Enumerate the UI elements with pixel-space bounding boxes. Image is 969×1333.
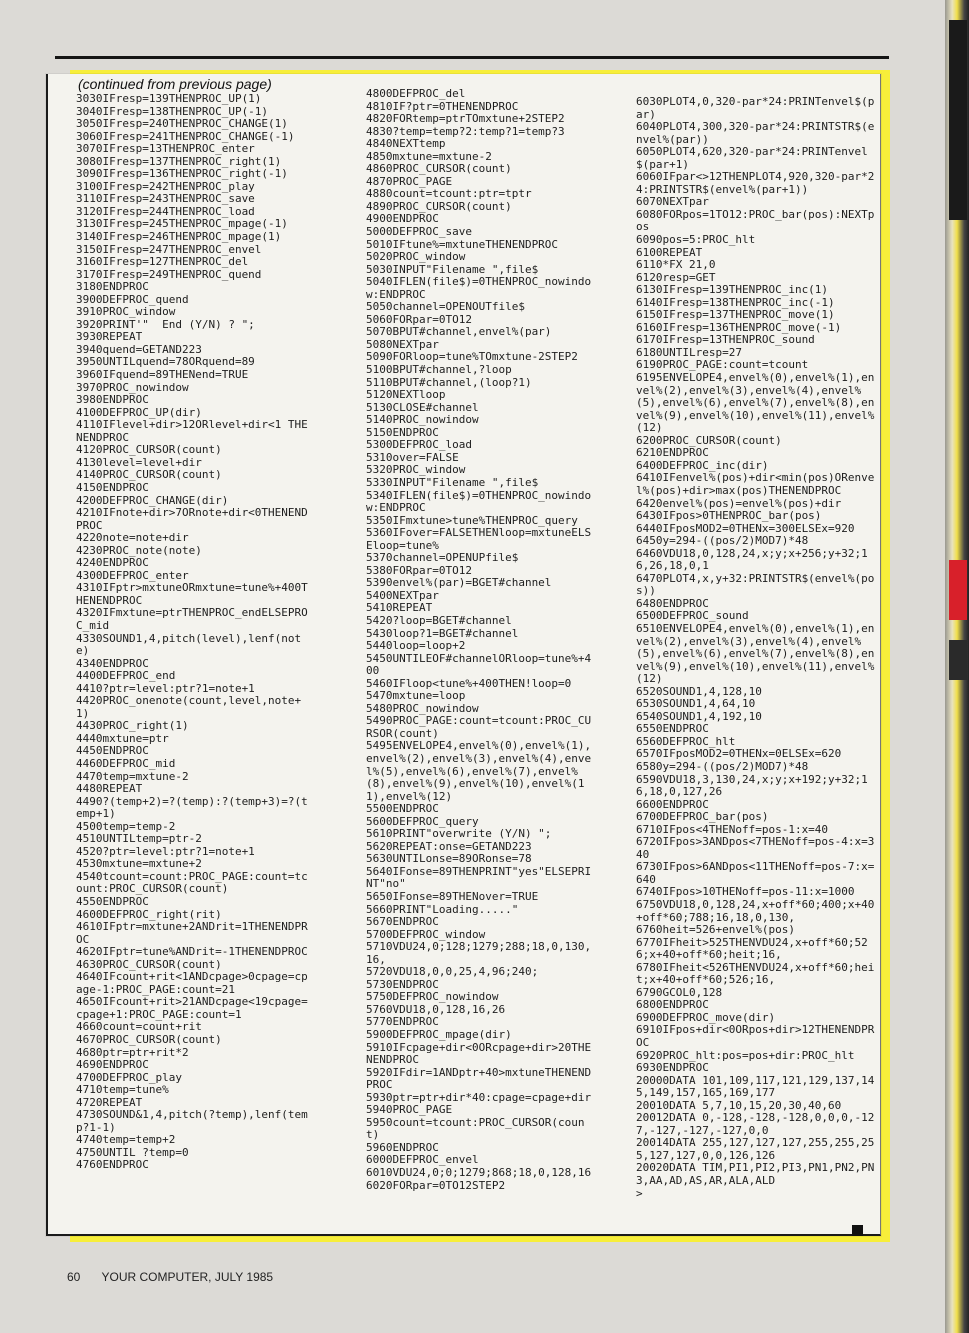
listing-line: 5600DEFPROC_query: [366, 814, 479, 828]
listing-line: 6400DEFPROC_inc(dir): [636, 458, 769, 472]
listing-line: >: [636, 1186, 643, 1200]
listing-line: 4480REPEAT: [76, 782, 143, 796]
listing-line: 5050channel=OPENOUTfile$: [366, 300, 525, 314]
listing-line: 5490PROC_PAGE:count=tcount:PROC_CURSOR(count): [366, 714, 592, 740]
listing-line: 5620REPEAT:onse=GETAND223: [366, 839, 532, 853]
listing-line: 5495ENVELOPE4,envel%(0),envel%(1),envel%(2),envel%(3),envel%(4),envel%(5),envel%(6),envel%(7),envel%(8),envel%(9),envel%(10),envel%(11),envel%(12): [366, 739, 592, 803]
listing-line: 4520?ptr=level:ptr?1=note+1: [76, 844, 255, 858]
listing-line: 4650IFcount+rit>21ANDcpage<19cpage=cpage+1:PROC_PAGE:count=1: [76, 995, 308, 1021]
listing-line: 4800DEFPROC_del: [366, 87, 466, 100]
listing-line: 5500ENDPROC: [366, 802, 439, 816]
listing-line: 4850mxtune=mxtune-2: [366, 149, 492, 163]
listing-line: 5660PRINT"Loading.....": [366, 902, 519, 916]
listing-line: 4740temp=temp+2: [76, 1133, 176, 1147]
listing-column-3: [636, 96, 878, 1200]
listing-line: 4110IFlevel+dir>12ORlevel+dir<1 THENENDPROC: [76, 418, 308, 444]
listing-line: 4600DEFPROC_right(rit): [76, 907, 222, 921]
listing-line: 6180UNTILresp=27: [636, 345, 742, 359]
listing-line: 4140PROC_CURSOR(count): [76, 468, 222, 482]
listing-line: 4330SOUND1,4,pitch(level),lenf(note): [76, 631, 302, 658]
listing-line: 4870PROC_PAGE: [366, 174, 453, 188]
listing-line: 5300DEFPROC_load: [366, 438, 472, 452]
listing-line: 5930ptr=ptr+dir*40:cpage=cpage+dir: [366, 1090, 592, 1104]
listing-line: 5760VDU18,0,128,16,26: [366, 1002, 506, 1016]
listing-line: 6730IFpos>6ANDpos<11THENoff=pos-7:x=640: [636, 860, 875, 886]
listing-line: 5310over=FALSE: [366, 450, 459, 464]
listing-line: 6420envel%(pos)=envel%(pos)+dir: [636, 496, 842, 510]
listing-line: 4840NEXTtemp: [366, 137, 446, 151]
listing-line: 5670ENDPROC: [366, 915, 439, 929]
listing-line: 5390envel%(par)=BGET#channel: [366, 576, 552, 590]
publication-line: YOUR COMPUTER, JULY 1985: [101, 1270, 274, 1284]
continued-note: (continued from previous page): [78, 76, 272, 92]
listing-line: 3110IFresp=243THENPROC_save: [76, 192, 255, 206]
listing-line: 4200DEFPROC_CHANGE(dir): [76, 493, 229, 507]
listing-line: 6800ENDPROC: [636, 998, 709, 1012]
listing-line: 4460DEFPROC_mid: [76, 756, 176, 770]
listing-line: 4610IFptr=mxtune+2ANDrit=1THENENDPROC: [76, 920, 308, 946]
listing-line: 6910IFpos+dir<0ORpos+dir>12THENENDPROC: [636, 1023, 875, 1050]
listing-line: 4890PROC_CURSOR(count): [366, 199, 512, 213]
listing-line: 3950UNTILquend=78ORquend=89: [76, 355, 255, 369]
page-number: 60: [67, 1270, 81, 1284]
listing-line: 4510UNTILtemp=ptr-2: [76, 832, 202, 846]
listing-line: 6580y=294-((pos/2)MOD7)*48: [636, 759, 809, 773]
listing-line: 5610PRINT"overwrite (Y/N) ";: [366, 827, 552, 841]
listing-line: 4490?(temp+2)=?(temp):?(temp+3)=?(temp+1): [76, 794, 308, 821]
listing-line: 3960IFquend=89THENend=TRUE: [76, 368, 249, 382]
listing-line: 6590VDU18,3,130,24,x;y;x+192;y+32;16,18,0,127,26: [636, 772, 868, 799]
listing-line: 3180ENDPROC: [76, 280, 149, 294]
listing-column-2: [366, 88, 594, 1192]
listing-line: 4320IFmxtune=ptrTHENPROC_endELSEPROC_mid: [76, 606, 308, 632]
listing-line: 4230PROC_note(note): [76, 543, 202, 557]
listing-line: 3920PRINT'" End (Y/N) ? ";: [76, 317, 255, 331]
listing-line: 3130IFresp=245THENPROC_mpage(-1): [76, 217, 288, 231]
listing-line: 6530SOUND1,4,64,10: [636, 697, 756, 711]
listing-line: 5080NEXTpar: [366, 337, 439, 351]
listing-line: 5720VDU18,0,0,25,4,96;240;: [366, 965, 539, 979]
listing-line: 4420PROC_onenote(count,level,note+1): [76, 694, 302, 720]
listing-line: 5460IFloop<tune%+400THEN!loop=0: [366, 676, 572, 690]
listing-line: 3970PROC_nowindow: [76, 380, 189, 394]
listing-line: 4880count=tcount:ptr=tptr: [366, 187, 532, 201]
listing-line: 4410?ptr=level:ptr?1=note+1: [76, 681, 255, 695]
listing-line: 5770ENDPROC: [366, 1015, 439, 1029]
listing-line: 5020PROC_window: [366, 250, 466, 264]
listing-line: 6195ENVELOPE4,envel%(0),envel%(1),envel%(2),envel%(3),envel%(4),envel%(5),envel%(6),envel%(7),envel%(8),envel%(9),envel%(10),envel%(11),envel%(12): [636, 371, 875, 435]
listing-line: 5900DEFPROC_mpage(dir): [366, 1028, 512, 1042]
listing-line: 6550ENDPROC: [636, 722, 709, 736]
listing-line: 6510ENVELOPE4,envel%(0),envel%(1),envel%(2),envel%(3),envel%(4),envel%(5),envel%(6),envel%(7),envel%(8),envel%(9),envel%(10),envel%(11),envel%(12): [636, 621, 875, 686]
listing-line: 6450y=294-((pos/2)MOD7)*48: [636, 534, 809, 548]
listing-line: 4730SOUND&1,4,pitch(?temp),lenf(temp?1-1): [76, 1108, 308, 1134]
listing-line: 5710VDU24,0;128;1279;288;18,0,130,16,: [366, 940, 592, 966]
listing-line: 6020FORpar=0TO12STEP2: [366, 1178, 506, 1192]
listing-line: 4220note=note+dir: [76, 531, 189, 545]
listing-line: 4830?temp=temp?2:temp?1=temp?3: [366, 124, 565, 138]
listing-line: 6900DEFPROC_move(dir): [636, 1010, 776, 1024]
listing-line: 3140IFresp=246THENPROC_mpage(1): [76, 230, 282, 244]
listing-line: 5360IFover=FALSETHENloop=mxtuneELSEloop=tune%: [366, 526, 592, 552]
listing-line: 5630UNTILonse=89ORonse=78: [366, 852, 532, 866]
listing-line: 6060IFpar<>12THENPLOT4,920,320-par*24:PRINTSTR$(envel%(par+1)): [636, 170, 875, 196]
listing-line: 4720REPEAT: [76, 1095, 143, 1109]
page-footer: [67, 1270, 273, 1284]
listing-line: 5000DEFPROC_save: [366, 225, 472, 239]
listing-line: 3050IFresp=240THENPROC_CHANGE(1): [76, 117, 288, 131]
listing-line: 4130level=level+dir: [76, 455, 202, 469]
spine-dark-band: [949, 20, 967, 220]
listing-line: 6750VDU18,0,128,24,x+off*60;400;x+40+off*60;788;16,18,0,130,: [636, 898, 875, 924]
listing-line: 5920IFdir=1ANDptr+40>mxtuneTHENENDPROC: [366, 1065, 592, 1092]
listing-line: 6780IFheit<526THENVDU24,x+off*60;heit;x+40+off*60;526;16,: [636, 960, 875, 987]
listing-line: 4810IF?ptr=0THENENDPROC: [366, 99, 519, 113]
listing-line: 4400DEFPROC_end: [76, 669, 176, 683]
listing-line: 6190PROC_PAGE:count=tcount: [636, 358, 809, 372]
listing-line: 6540SOUND1,4,192,10: [636, 709, 762, 723]
listing-line: 5910IFcpage+dir<0ORcpage+dir>20THENENDPROC: [366, 1040, 592, 1067]
page-spine: [945, 0, 969, 1333]
listing-line: 5350IFmxtune>tune%THENPROC_query: [366, 513, 578, 527]
listing-line: 4120PROC_CURSOR(count): [76, 443, 222, 457]
listing-line: 20020DATA TIM,PI1,PI2,PI3,PN1,PN2,PN3,AA,AD,AS,AR,ALA,ALD: [636, 1161, 875, 1188]
listing-line: 6140IFresp=138THENPROC_inc(-1): [636, 295, 835, 309]
listing-line: 4760ENDPROC: [76, 1158, 149, 1172]
listing-line: 6760heit=526+envel%(pos): [636, 923, 795, 937]
listing-line: 6740IFpos>10THENoff=pos-11:x=1000: [636, 885, 855, 899]
listing-line: 20000DATA 101,109,117,121,129,137,145,149,157,165,169,177: [636, 1073, 875, 1100]
listing-line: 4620IFptr=tune%ANDrit=-1THENENDPROC: [76, 945, 308, 959]
listing-line: 5940PROC_PAGE: [366, 1103, 453, 1117]
listing-line: 6160IFresp=136THENPROC_move(-1): [636, 320, 842, 334]
listing-line: 5130CLOSE#channel: [366, 400, 479, 414]
listing-line: 6710IFpos<4THENoff=pos-1:x=40: [636, 822, 829, 836]
listing-line: 20010DATA 5,7,10,15,20,30,40,60: [636, 1098, 842, 1112]
listing-line: 4710temp=tune%: [76, 1083, 169, 1097]
listing-line: 5370channel=OPENUPfile$: [366, 551, 519, 565]
listing-line: 5140PROC_nowindow: [366, 413, 479, 427]
top-rule: [55, 56, 889, 59]
listing-line: 6170IFresp=13THENPROC_sound: [636, 333, 815, 347]
listing-line: 6920PROC_hlt:pos=pos+dir:PROC_hlt: [636, 1048, 855, 1062]
listing-line: 6120resp=GET: [636, 270, 716, 284]
listing-line: 4860PROC_CURSOR(count): [366, 162, 512, 176]
listing-line: 5040IFLEN(file$)=0THENPROC_nowindow:ENDPROC: [366, 275, 592, 301]
listing-line: 6100REPEAT: [636, 245, 703, 259]
listing-line: 4640IFcount+rit<1ANDcpage>0cpage=cpage-1:PROC_PAGE:count=21: [76, 970, 308, 996]
listing-line: 4500temp=temp-2: [76, 819, 176, 833]
listing-line: 6150IFresp=137THENPROC_move(1): [636, 308, 835, 322]
listing-line: 4470temp=mxtune-2: [76, 769, 189, 783]
listing-line: 4100DEFPROC_UP(dir): [76, 405, 202, 419]
listing-line: 3940quend=GETAND223: [76, 342, 202, 356]
end-of-article-square-icon: [852, 1225, 863, 1236]
listing-line: 5120NEXTloop: [366, 388, 446, 402]
listing-line: 5090FORloop=tune%TOmxtune-2STEP2: [366, 350, 578, 364]
listing-line: 6700DEFPROC_bar(pos): [636, 810, 769, 824]
listing-line: 6520SOUND1,4,128,10: [636, 684, 762, 698]
listing-line: 5340IFLEN(file$)=0THENPROC_nowindow:ENDPROC: [366, 488, 592, 515]
listing-line: 4540tcount=count:PROC_PAGE:count=tcount:PROC_CURSOR(count): [76, 869, 308, 896]
listing-line: 5070BPUT#channel,envel%(par): [366, 325, 552, 339]
listing-line: 3910PROC_window: [76, 305, 176, 319]
listing-line: 3080IFresp=137THENPROC_right(1): [76, 154, 282, 168]
listing-line: 4680ptr=ptr+rit*2: [76, 1045, 189, 1059]
listing-line: 6440IFposMOD2=0THENx=300ELSEx=920: [636, 521, 855, 535]
listing-line: 5480PROC_nowindow: [366, 701, 479, 715]
listing-line: 5640IFonse=89THENPRINT"yes"ELSEPRINT"no": [366, 864, 592, 891]
listing-line: 3030IFresp=139THENPROC_UP(1): [76, 92, 262, 105]
listing-line: 3980ENDPROC: [76, 393, 149, 407]
listing-line: 5400NEXTpar: [366, 588, 439, 602]
listing-line: 5110BPUT#channel,(loop?1): [366, 375, 532, 389]
listing-line: 4210IFnote+dir>7ORnote+dir<0THENENDPROC: [76, 506, 308, 532]
listing-line: 6210ENDPROC: [636, 446, 709, 460]
listing-line: 4310IFptr>mxtuneORmxtune=tune%+400THENENDPROC: [76, 581, 308, 607]
listing-line: 5380FORpar=0TO12: [366, 563, 472, 577]
listing-line: 3060IFresp=241THENPROC_CHANGE(-1): [76, 129, 295, 143]
listing-line: 3900DEFPROC_quend: [76, 292, 189, 306]
listing-line: 6200PROC_CURSOR(count): [636, 433, 782, 447]
listing-line: 5410REPEAT: [366, 601, 433, 615]
listing-line: 6090pos=5:PROC_hlt: [636, 233, 756, 247]
listing-line: 6000DEFPROC_envel: [366, 1153, 479, 1167]
listing-line: 5700DEFPROC_window: [366, 927, 486, 941]
listing-line: 6070NEXTpar: [636, 195, 709, 209]
listing-line: 6770IFheit>525THENVDU24,x+off*60;526;x+40+off*60;heit;16,: [636, 935, 868, 962]
listing-line: 6430IFpos>0THENPROC_bar(pos): [636, 509, 822, 523]
listing-line: 3930REPEAT: [76, 330, 143, 344]
listing-line: 5010IFtune%=mxtuneTHENENDPROC: [366, 237, 559, 251]
listing-line: 5430loop?1=BGET#channel: [366, 626, 519, 640]
listing-line: 6790GCOL0,128: [636, 985, 723, 999]
listing-line: 4630PROC_CURSOR(count): [76, 957, 222, 971]
listing-line: 4430PROC_right(1): [76, 719, 189, 733]
spine-dark-band-2: [949, 640, 967, 680]
listing-line: 6460VDU18,0,128,24,x;y;x+256;y+32;16,26,18,0,1: [636, 546, 868, 573]
listing-line: 6050PLOT4,620,320-par*24:PRINTenvel$(par+1): [636, 145, 868, 171]
listing-line: 4670PROC_CURSOR(count): [76, 1033, 222, 1047]
listing-line: 5150ENDPROC: [366, 425, 439, 439]
spine-red-band: [949, 560, 967, 620]
listing-line: 4240ENDPROC: [76, 556, 149, 570]
listing-line: 3160IFresp=127THENPROC_del: [76, 255, 249, 269]
listing-line: 5330INPUT"Filename ",file$: [366, 475, 539, 489]
listing-line: 5750DEFPROC_nowindow: [366, 990, 499, 1004]
listing-line: 6500DEFPROC_sound: [636, 609, 749, 623]
listing-line: 5950count=tcount:PROC_CURSOR(count): [366, 1115, 585, 1142]
listing-line: 5440loop=loop+2: [366, 639, 466, 653]
listing-line: 6410IFenvel%(pos)+dir<min(pos)ORenvel%(pos)+dir>max(pos)THENENDPROC: [636, 471, 875, 497]
listing-line: 5730ENDPROC: [366, 977, 439, 991]
listing-line: 6010VDU24,0;0;1279;868;18,0,128,16: [366, 1166, 592, 1180]
listing-line: 4530mxtune=mxtune+2: [76, 857, 202, 871]
listing-line: 5420?loop=BGET#channel: [366, 613, 512, 627]
listing-line: 4660count=count+rit: [76, 1020, 202, 1034]
listing-line: 6600ENDPROC: [636, 797, 709, 811]
listing-line: 5320PROC_window: [366, 463, 466, 477]
listing-line: 5060FORpar=0TO12: [366, 312, 472, 326]
listing-line: 4690ENDPROC: [76, 1058, 149, 1072]
listing-line: 4450ENDPROC: [76, 744, 149, 758]
listing-line: 4750UNTIL ?temp=0: [76, 1145, 189, 1159]
listing-line: 4820FORtemp=ptrTOmxtune+2STEP2: [366, 112, 565, 126]
listing-line: 4150ENDPROC: [76, 480, 149, 494]
listing-line: 3090IFresp=136THENPROC_right(-1): [76, 167, 288, 181]
listing-line: 6930ENDPROC: [636, 1061, 709, 1075]
listing-line: 6080FORpos=1TO12:PROC_bar(pos):NEXTpos: [636, 207, 875, 234]
listing-line: 5030INPUT"Filename ",file$: [366, 262, 539, 276]
listing-line: 20012DATA 0,-128,-128,-128,0,0,0,-127,-127,-127,-127,0,0: [636, 1111, 875, 1137]
listing-column-1: [76, 93, 314, 1172]
listing-line: 6720IFpos>3ANDpos<7THENoff=pos-4:x=340: [636, 835, 875, 861]
listing-line: 6560DEFPROC_hlt: [636, 734, 736, 748]
listing-line: 5100BPUT#channel,?loop: [366, 363, 512, 377]
listing-line: 6040PLOT4,300,320-par*24:PRINTSTR$(envel%(par)): [636, 120, 875, 146]
listing-line: 4340ENDPROC: [76, 656, 149, 670]
listing-line: 6030PLOT4,0,320-par*24:PRINTenvel$(par): [636, 95, 875, 121]
listing-line: 6480ENDPROC: [636, 596, 709, 610]
listing-line: 4300DEFPROC_enter: [76, 568, 189, 582]
listing-line: 5650IFonse=89THENover=TRUE: [366, 890, 539, 903]
listing-line: 4900ENDPROC: [366, 212, 439, 226]
listing-line: 4440mxtune=ptr: [76, 731, 169, 745]
listing-line: 3040IFresp=138THENPROC_UP(-1): [76, 104, 269, 118]
listing-line: 3120IFresp=244THENPROC_load: [76, 204, 255, 218]
listing-line: 3150IFresp=247THENPROC_envel: [76, 242, 262, 256]
listing-line: 5960ENDPROC: [366, 1140, 439, 1154]
listing-line: 3070IFresp=13THENPROC_enter: [76, 142, 255, 156]
listing-line: 6470PLOT4,x,y+32:PRINTSTR$(envel%(pos)): [636, 571, 875, 598]
listing-line: 5450UNTILEOF#channelORloop=tune%+400: [366, 651, 592, 678]
listing-line: 6130IFresp=139THENPROC_inc(1): [636, 283, 829, 297]
listing-line: 3170IFresp=249THENPROC_quend: [76, 267, 262, 281]
listing-line: 5470mxtune=loop: [366, 689, 466, 703]
listing-line: 20014DATA 255,127,127,127,255,255,255,127,127,0,0,126,126: [636, 1136, 875, 1162]
listing-line: 3100IFresp=242THENPROC_play: [76, 179, 255, 193]
listing-line: 6110*FX 21,0: [636, 258, 716, 272]
listing-line: 4700DEFPROC_play: [76, 1070, 182, 1084]
listing-line: 4550ENDPROC: [76, 895, 149, 908]
listing-line: 6570IFposMOD2=0THENx=0ELSEx=620: [636, 747, 842, 761]
